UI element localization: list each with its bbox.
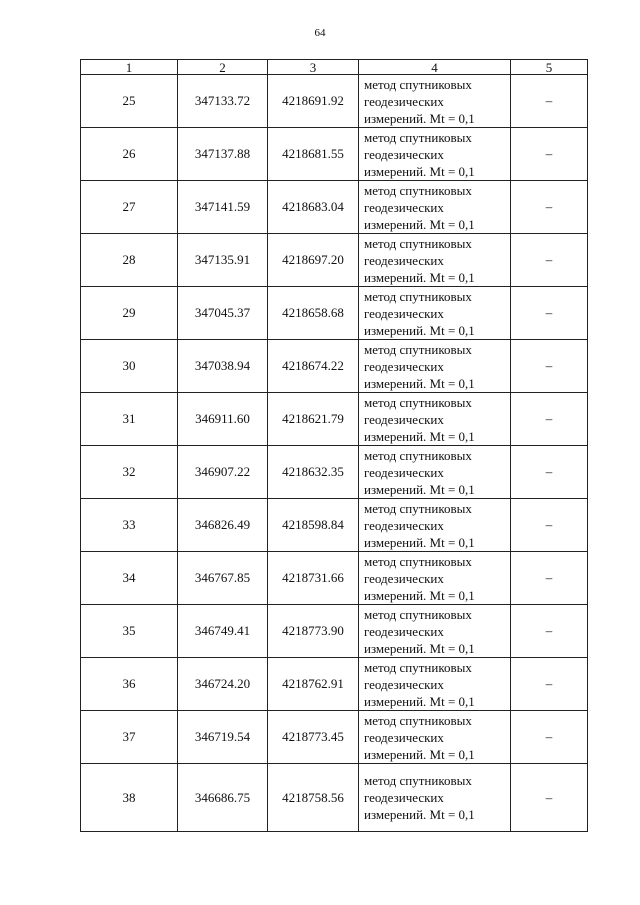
point-number-cell: 36	[81, 658, 178, 711]
point-number-cell: 35	[81, 605, 178, 658]
table-row	[81, 234, 588, 287]
method-text-line: геодезических	[364, 411, 444, 427]
page-number: 64	[314, 27, 326, 39]
table-row	[81, 658, 588, 711]
note-cell: –	[511, 181, 588, 234]
y-coordinate-cell: 4218674.22	[268, 340, 359, 393]
method-text-line: геодезических	[364, 305, 444, 321]
method-cell	[359, 287, 511, 340]
table-row	[81, 181, 588, 234]
method-text-line: измерений. Mt = 0,1	[364, 322, 475, 338]
method-cell	[359, 764, 511, 832]
table-row	[81, 75, 588, 128]
method-cell	[359, 605, 511, 658]
note-cell: –	[511, 552, 588, 605]
y-coordinate-cell: 4218758.56	[268, 764, 359, 832]
method-text-line: геодезических	[364, 93, 444, 109]
method-text-line: геодезических	[364, 199, 444, 215]
point-number-cell: 34	[81, 552, 178, 605]
point-number-cell: 25	[81, 75, 178, 128]
method-cell	[359, 499, 511, 552]
method-text-line: метод спутниковых	[364, 712, 472, 728]
method-cell	[359, 711, 511, 764]
table-body	[81, 75, 588, 832]
method-text-line: метод спутниковых	[364, 606, 472, 622]
y-coordinate-cell: 4218773.45	[268, 711, 359, 764]
method-cell	[359, 128, 511, 181]
note-cell: –	[511, 340, 588, 393]
x-coordinate-cell: 347141.59	[178, 181, 268, 234]
note-cell: –	[511, 75, 588, 128]
method-text-line: геодезических	[364, 570, 444, 586]
method-cell	[359, 340, 511, 393]
y-coordinate-cell: 4218683.04	[268, 181, 359, 234]
point-number-cell: 27	[81, 181, 178, 234]
y-coordinate-cell: 4218598.84	[268, 499, 359, 552]
method-text-line: измерений. Mt = 0,1	[364, 269, 475, 285]
method-cell	[359, 181, 511, 234]
method-text-line: измерений. Mt = 0,1	[364, 807, 475, 822]
method-text-line: геодезических	[364, 146, 444, 162]
table-row	[81, 287, 588, 340]
x-coordinate-cell: 346907.22	[178, 446, 268, 499]
note-cell: –	[511, 234, 588, 287]
method-cell	[359, 393, 511, 446]
y-coordinate-cell: 4218773.90	[268, 605, 359, 658]
method-text-line: измерений. Mt = 0,1	[364, 163, 475, 179]
column-header-5: 5	[511, 60, 588, 75]
point-number-cell: 30	[81, 340, 178, 393]
method-text-line: метод спутниковых	[364, 447, 472, 463]
method-cell	[359, 552, 511, 605]
method-text-line: геодезических	[364, 676, 444, 692]
table-row	[81, 393, 588, 446]
method-text-line: измерений. Mt = 0,1	[364, 534, 475, 550]
note-cell: –	[511, 764, 588, 832]
method-text-line: метод спутниковых	[364, 129, 472, 145]
note-cell: –	[511, 287, 588, 340]
method-text-line: измерений. Mt = 0,1	[364, 640, 475, 656]
y-coordinate-cell: 4218691.92	[268, 75, 359, 128]
method-text-line: геодезических	[364, 729, 444, 745]
note-cell: –	[511, 128, 588, 181]
note-cell: –	[511, 446, 588, 499]
method-text-line: геодезических	[364, 464, 444, 480]
x-coordinate-cell: 347038.94	[178, 340, 268, 393]
x-coordinate-cell: 346749.41	[178, 605, 268, 658]
x-coordinate-cell: 347135.91	[178, 234, 268, 287]
note-cell: –	[511, 711, 588, 764]
column-header-1: 1	[81, 60, 178, 75]
note-cell: –	[511, 605, 588, 658]
table-row	[81, 605, 588, 658]
method-text-line: метод спутниковых	[364, 659, 472, 675]
y-coordinate-cell: 4218681.55	[268, 128, 359, 181]
x-coordinate-cell: 347137.88	[178, 128, 268, 181]
method-text-line: метод спутниковых	[364, 773, 472, 788]
x-coordinate-cell: 347045.37	[178, 287, 268, 340]
table-row	[81, 499, 588, 552]
y-coordinate-cell: 4218762.91	[268, 658, 359, 711]
method-text-line: метод спутниковых	[364, 288, 472, 304]
x-coordinate-cell: 346724.20	[178, 658, 268, 711]
method-text-line: метод спутниковых	[364, 235, 472, 251]
point-number-cell: 37	[81, 711, 178, 764]
y-coordinate-cell: 4218621.79	[268, 393, 359, 446]
method-text-line: измерений. Mt = 0,1	[364, 587, 475, 603]
point-number-cell: 28	[81, 234, 178, 287]
method-text-line: измерений. Mt = 0,1	[364, 216, 475, 232]
method-text-line: метод спутниковых	[364, 341, 472, 357]
method-cell	[359, 234, 511, 287]
method-text-line: измерений. Mt = 0,1	[364, 375, 475, 391]
y-coordinate-cell: 4218697.20	[268, 234, 359, 287]
table-row	[81, 711, 588, 764]
column-header-2: 2	[178, 60, 268, 75]
x-coordinate-cell: 347133.72	[178, 75, 268, 128]
y-coordinate-cell: 4218632.35	[268, 446, 359, 499]
method-text-line: измерений. Mt = 0,1	[364, 693, 475, 709]
method-cell	[359, 75, 511, 128]
method-text-line: геодезических	[364, 358, 444, 374]
table-header-row	[81, 60, 588, 75]
x-coordinate-cell: 346826.49	[178, 499, 268, 552]
method-text-line: метод спутниковых	[364, 553, 472, 569]
point-number-cell: 32	[81, 446, 178, 499]
coordinates-table	[80, 59, 588, 832]
table-row	[81, 446, 588, 499]
note-cell: –	[511, 499, 588, 552]
method-text-line: геодезических	[364, 790, 444, 805]
note-cell: –	[511, 393, 588, 446]
method-cell	[359, 658, 511, 711]
column-header-4: 4	[359, 60, 511, 75]
method-text-line: геодезических	[364, 623, 444, 639]
method-text-line: геодезических	[364, 517, 444, 533]
point-number-cell: 26	[81, 128, 178, 181]
x-coordinate-cell: 346911.60	[178, 393, 268, 446]
method-text-line: измерений. Mt = 0,1	[364, 110, 475, 126]
y-coordinate-cell: 4218731.66	[268, 552, 359, 605]
method-text-line: метод спутниковых	[364, 182, 472, 198]
method-text-line: измерений. Mt = 0,1	[364, 428, 475, 444]
table-row	[81, 552, 588, 605]
method-text-line: геодезических	[364, 252, 444, 268]
x-coordinate-cell: 346767.85	[178, 552, 268, 605]
method-text-line: измерений. Mt = 0,1	[364, 746, 475, 762]
note-cell: –	[511, 658, 588, 711]
table-row	[81, 128, 588, 181]
table-row	[81, 340, 588, 393]
method-text-line: метод спутниковых	[364, 394, 472, 410]
method-text-line: метод спутниковых	[364, 76, 472, 92]
method-text-line: измерений. Mt = 0,1	[364, 481, 475, 497]
point-number-cell: 29	[81, 287, 178, 340]
table-row	[81, 764, 588, 832]
x-coordinate-cell: 346719.54	[178, 711, 268, 764]
method-text-line: метод спутниковых	[364, 500, 472, 516]
x-coordinate-cell: 346686.75	[178, 764, 268, 832]
point-number-cell: 38	[81, 764, 178, 832]
y-coordinate-cell: 4218658.68	[268, 287, 359, 340]
point-number-cell: 33	[81, 499, 178, 552]
column-header-3: 3	[268, 60, 359, 75]
point-number-cell: 31	[81, 393, 178, 446]
method-cell	[359, 446, 511, 499]
